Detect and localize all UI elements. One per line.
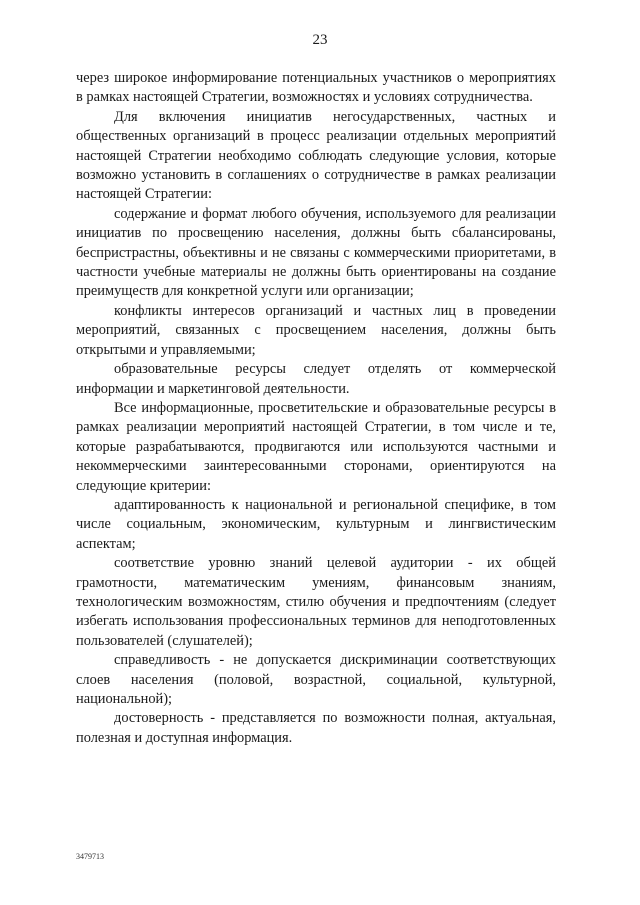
page-number: 23: [312, 32, 328, 48]
paragraph-criterion-audience-level: соответствие уровню знаний целевой аудитории - их общей грамотности, математическим умениям, финансовым знаниям, технологическим возможностям, стилю обучения и предпочтениям (следует избегать использования профессиональных терминов для неподготовленных пользователей (слушателей);: [76, 555, 556, 649]
paragraph-criterion-reliability: достоверность - представляется по возможности полная, актуальная, полезная и доступная информация.: [76, 710, 556, 746]
paragraph-educational-resources: образовательные ресурсы следует отделять от коммерческой информации и маркетинговой деятельности.: [76, 361, 556, 397]
paragraph-criteria-intro: Все информационные, просветительские и образовательные ресурсы в рамках реализации мероприятий настоящей Стратегии, в том числе и те, которые разрабатываются, продвигаются или используются частными и некоммерческими заинтересованными сторонами, ориентируются на следующие критерии:: [76, 399, 556, 494]
paragraph-continuation: через широкое информирование потенциальных участников о мероприятиях в рамках настоящей Стратегии, возможностях и условиях сотрудничества.: [76, 70, 556, 106]
paragraph-criterion-fairness: справедливость - не допускается дискриминации соответствующих слоев населения (половой, возрастной, социальной, культурной, национальной);: [76, 652, 556, 707]
paragraph-conditions-intro: Для включения инициатив негосударственных, частных и общественных организаций в процесс реализации отдельных мероприятий настоящей Стратегии необходимо соблюдать следующие условия, которые возможно установить в соглашениях о сотрудничестве в рамках реализации настоящей Стратегии:: [76, 108, 556, 203]
paragraph-conflicts-of-interest: конфликты интересов организаций и частных лиц в проведении мероприятий, связанных с просвещением населения, должны быть открытыми и управляемыми;: [76, 302, 556, 358]
document-body: [76, 69, 556, 748]
paragraph-criterion-adaptation: адаптированность к национальной и региональной специфике, в том числе социальным, экономическим, культурным и лингвистическим аспектам;: [76, 496, 556, 552]
document-code: 3479713: [76, 852, 104, 861]
paragraph-training-content: содержание и формат любого обучения, используемого для реализации инициатив по просвещению населения, должны быть сбалансированы, беспристрастны, объективны и не связаны с коммерческими приоритетами, в частности учебные материалы не должны быть ориентированы на создание преимуществ для конкретной услуги или организации;: [76, 205, 556, 300]
